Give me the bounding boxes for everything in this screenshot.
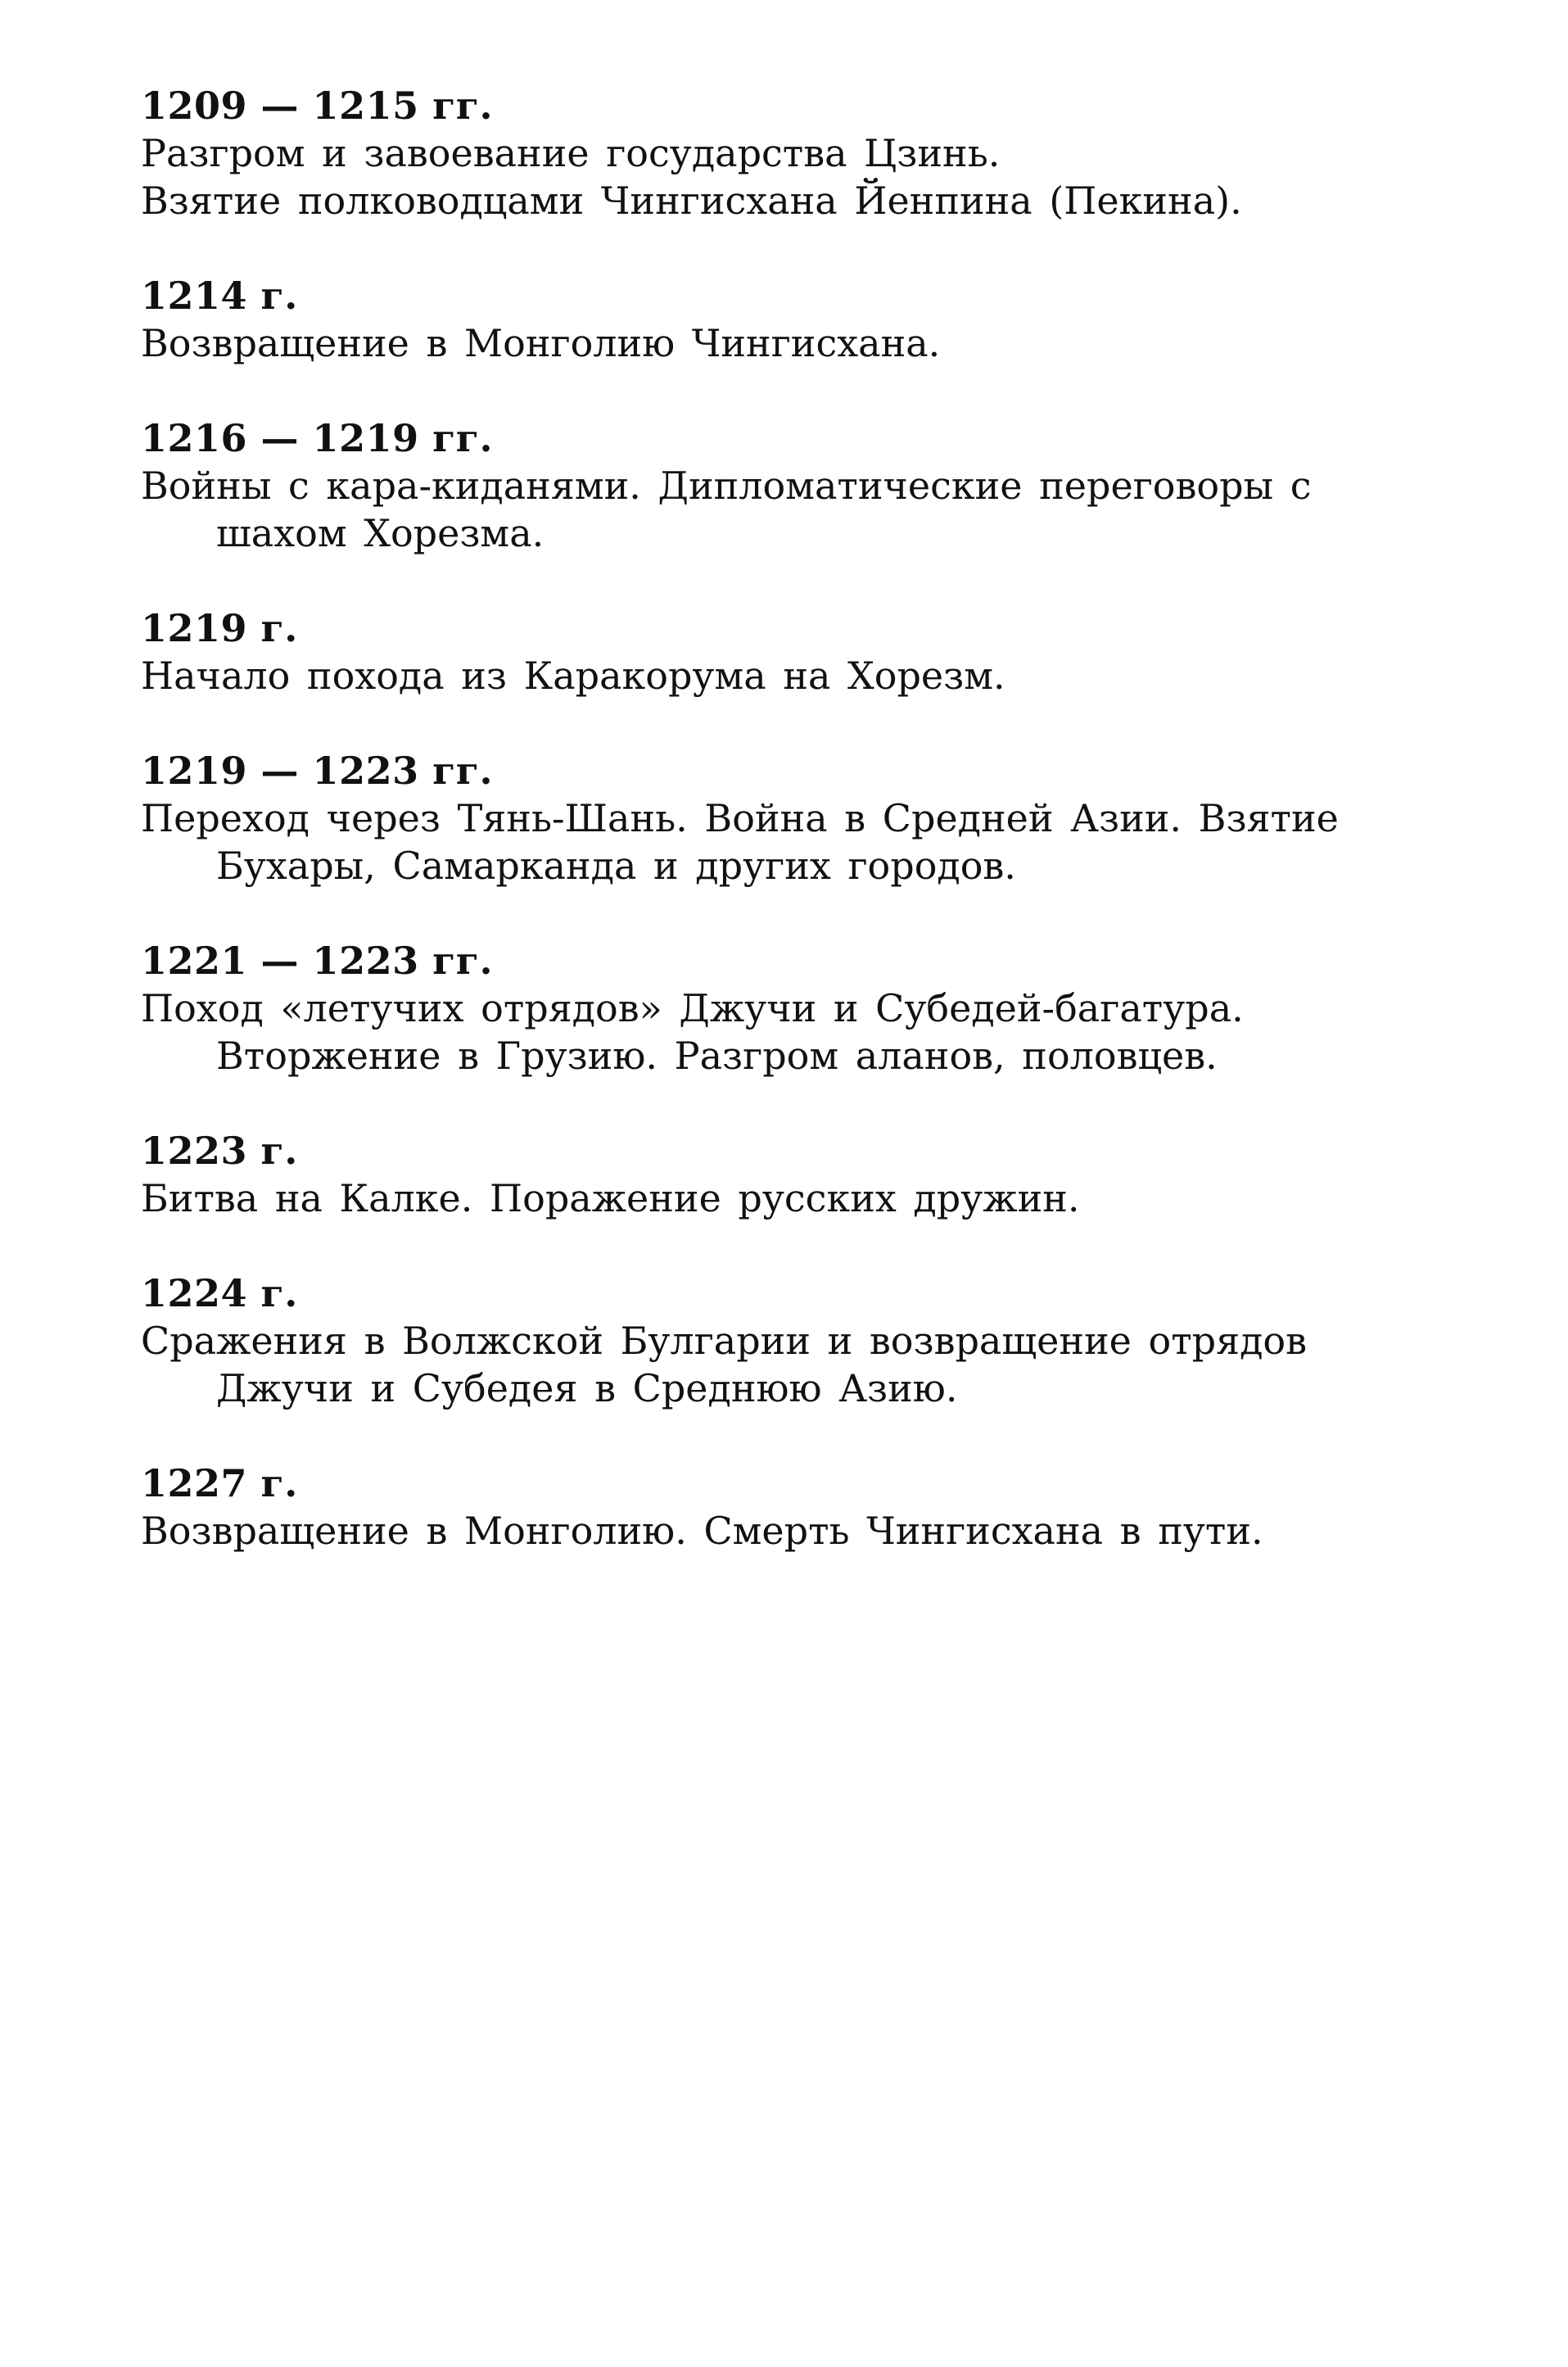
entry-text: Войны с кара-киданями. Дипломатические переговоры с шахом Хорезма. [141,464,1312,555]
chronology-entry [141,604,1443,699]
chronology-entry [141,414,1443,557]
entry-date: 1214 г. [141,274,298,318]
entry-date: 1227 г. [141,1461,298,1505]
entry-text: Взятие полководцами Чингисхана Йенпина (Пекина). [141,179,1242,223]
entry-date: 1219 — 1223 гг. [141,749,493,793]
chronology-page [141,82,1443,1602]
chronology-entry [141,272,1443,367]
entry-text: Битва на Калке. Поражение русских дружин. [141,1176,1080,1220]
entry-date: 1209 — 1215 гг. [141,84,493,128]
entry-text: Поход «летучих отрядов» Джучи и Субедей-багатура. Вторжение в Грузию. Разгром аланов, половцев. [141,986,1244,1078]
chronology-entry [141,82,1443,224]
entry-date: 1224 г. [141,1271,298,1315]
chronology-entry [141,937,1443,1079]
chronology-entry [141,747,1443,889]
entry-date: 1221 — 1223 гг. [141,939,493,983]
entry-date: 1219 г. [141,606,298,650]
chronology-entry [141,1127,1443,1222]
entry-date: 1216 — 1219 гг. [141,416,493,460]
entry-text: Начало похода из Каракорума на Хорезм. [141,654,1005,698]
entry-text: Переход через Тянь-Шань. Война в Средней Азии. Взятие Бухары, Самарканда и других городов. [141,796,1339,888]
entry-text: Возвращение в Монголию. Смерть Чингисхана в пути. [141,1509,1263,1553]
chronology-entry [141,1269,1443,1412]
entry-date: 1223 г. [141,1129,298,1173]
entry-text: Сражения в Волжской Булгарии и возвращение отрядов Джучи и Субедея в Среднюю Азию. [141,1319,1308,1410]
entry-text: Возвращение в Монголию Чингисхана. [141,321,941,365]
chronology-entry [141,1460,1443,1555]
entry-text: Разгром и завоевание государства Цзинь. [141,131,1001,175]
